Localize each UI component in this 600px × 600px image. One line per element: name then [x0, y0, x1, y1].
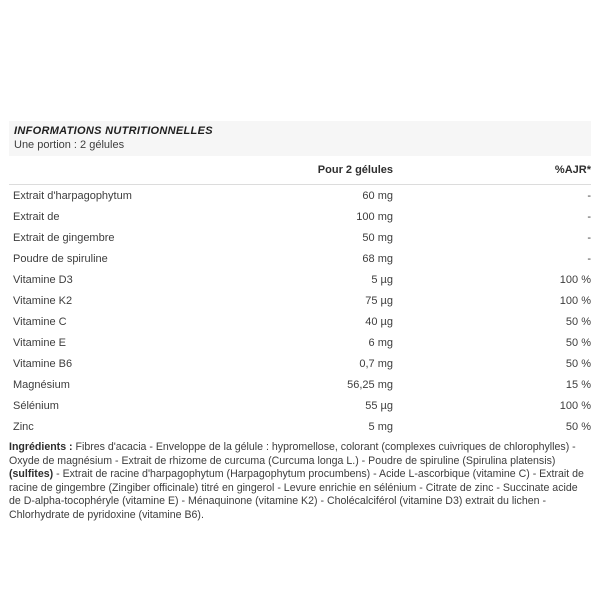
row-rda: 50 % [565, 336, 591, 349]
row-label: Sélénium [13, 399, 59, 412]
serving-info: Une portion : 2 gélules [14, 139, 125, 151]
table-row [9, 374, 591, 395]
column-header-amount: Pour 2 gélules [317, 164, 393, 176]
row-rda: 50 % [565, 357, 591, 370]
row-amount: 60 mg [362, 189, 393, 202]
table-row [9, 290, 591, 311]
row-rda: 50 % [565, 420, 591, 433]
table-row [9, 206, 591, 227]
table-row [9, 332, 591, 353]
table-row [9, 311, 591, 332]
row-rda: 50 % [565, 315, 591, 328]
row-label: Extrait de gingembre [13, 231, 115, 244]
column-header-rda: %AJR* [554, 164, 591, 176]
row-rda: - [587, 210, 591, 223]
row-rda: 15 % [565, 378, 591, 391]
table-row [9, 395, 591, 416]
row-label: Vitamine E [13, 336, 66, 349]
row-amount: 0,7 mg [359, 357, 393, 370]
row-amount: 6 mg [368, 336, 393, 349]
table-header-row [9, 156, 591, 185]
row-amount: 50 mg [362, 231, 393, 244]
table-row [9, 416, 591, 437]
panel-header [9, 121, 591, 156]
row-amount: 68 mg [362, 252, 393, 265]
ingredients-sulfites-allergen: (sulfites) [9, 468, 54, 481]
row-rda: - [587, 231, 591, 244]
table-row [9, 353, 591, 374]
row-rda: - [587, 189, 591, 202]
row-amount: 5 µg [371, 273, 393, 286]
row-label: Vitamine K2 [13, 294, 73, 307]
table-row [9, 248, 591, 269]
row-amount: 56,25 mg [347, 378, 393, 391]
row-amount: 5 mg [368, 420, 393, 433]
nutrition-table [9, 156, 591, 437]
row-label: Vitamine D3 [13, 273, 73, 286]
row-amount: 75 µg [365, 294, 393, 307]
table-row [9, 227, 591, 248]
row-amount: 40 µg [365, 315, 393, 328]
row-amount: 55 µg [365, 399, 393, 412]
row-label: Poudre de spiruline [13, 252, 108, 265]
ingredients-text-part1: Fibres d'acacia - Enveloppe de la gélule : hypromellose, colorant (complexes cuivriques de chlorophylles) - Oxyde de magnésium - Extrait de rhizome de curcuma (Curcuma longa L.) - Poudre de spiruline (Spirulina platensis) [9, 441, 576, 467]
ingredients-paragraph [9, 441, 591, 523]
row-rda: 100 % [559, 273, 591, 286]
table-row [9, 269, 591, 290]
ingredients-label: Ingrédients : [9, 441, 73, 453]
row-label: Magnésium [13, 378, 70, 391]
row-rda: 100 % [559, 294, 591, 307]
row-rda: - [587, 252, 591, 265]
row-label: Extrait d'harpagophytum [13, 189, 132, 202]
row-label: Vitamine B6 [13, 357, 73, 370]
ingredients-text-part2: - Extrait de racine d'harpagophytum (Harpagophytum procumbens) - Acide L-ascorbique (vitamine C) - Extrait de racine de gingembre (Zingiber officinale) titré en gingerol - Levure enrichie en sélénium - Citrate de zinc - Succinate acide de D-alpha-tocophéryle (vitamine E) - Ménaquinone (vitamine K2) - Cholécalciférol (vitamine D3) extrait du lichen - Chlorhydrate de pyridoxine (vitamine B6). [9, 468, 584, 521]
row-amount: 100 mg [356, 210, 393, 223]
row-label: Zinc [13, 420, 34, 433]
row-rda: 100 % [559, 399, 591, 412]
row-label: Extrait de [13, 210, 60, 223]
panel-title: INFORMATIONS NUTRITIONNELLES [14, 125, 213, 137]
table-row [9, 185, 591, 206]
row-label: Vitamine C [13, 315, 67, 328]
